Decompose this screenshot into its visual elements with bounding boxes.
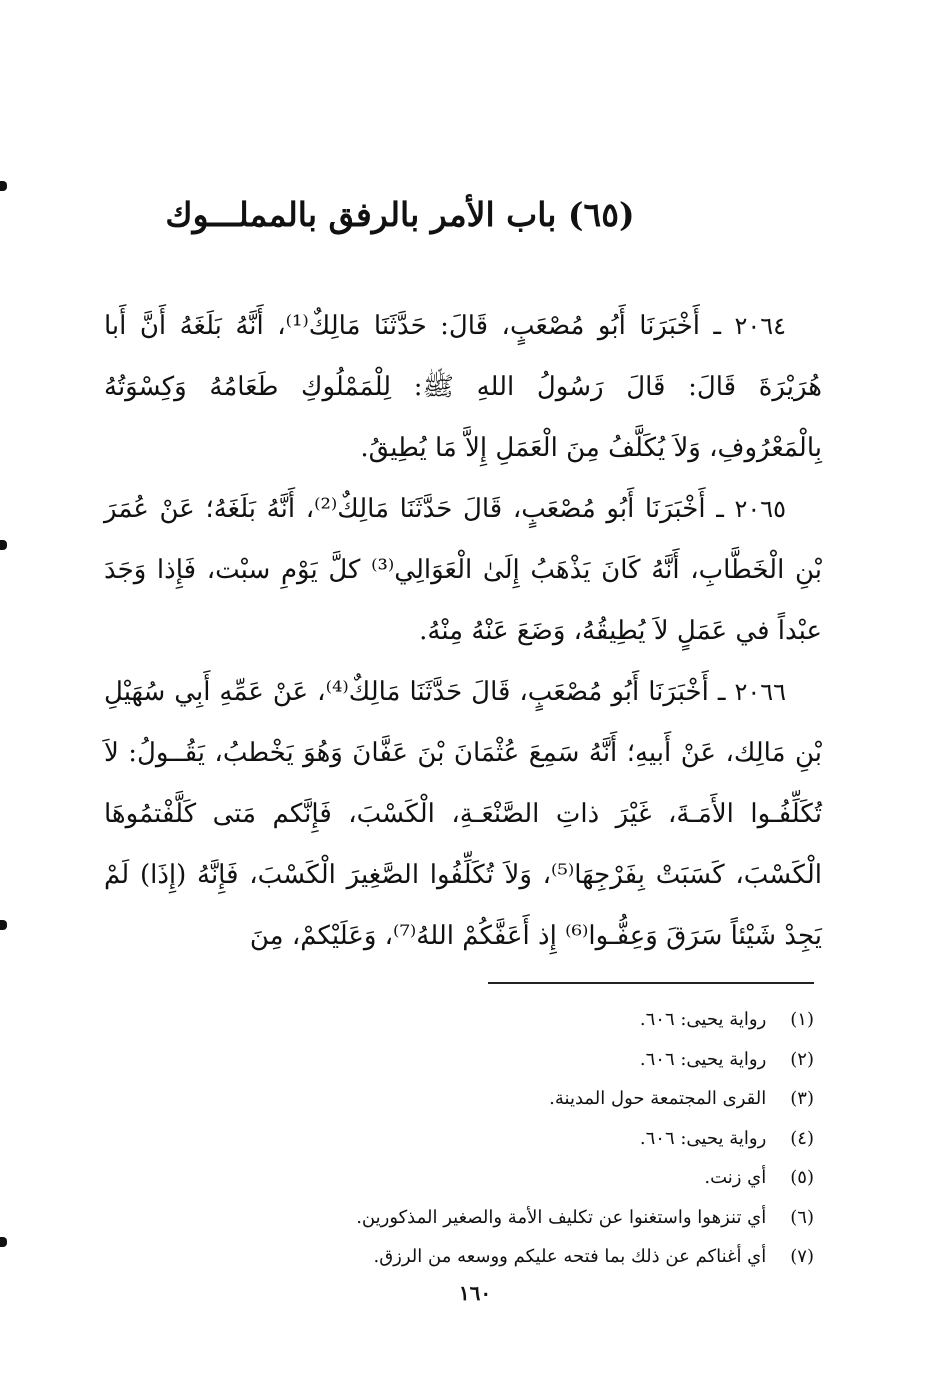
edge-mark xyxy=(0,920,7,930)
footnote-number: (٢) xyxy=(790,1048,814,1070)
footnote xyxy=(200,1237,814,1277)
footnote-number: (٧) xyxy=(790,1246,814,1267)
hadith-body xyxy=(104,296,822,967)
hadith-paragraph xyxy=(104,296,822,479)
footnote-text: القرى المجتمعة حول المدينة. xyxy=(549,1088,767,1109)
footnote xyxy=(200,1000,814,1040)
footnote-number: (٥) xyxy=(790,1167,814,1188)
footnote xyxy=(200,1119,814,1159)
footnote-text: رواية يحيى: ٦٠٦. xyxy=(639,1127,767,1149)
footnote-number: (٤) xyxy=(790,1127,814,1149)
footnote-separator xyxy=(488,982,814,984)
footnote-number: (٣) xyxy=(790,1088,814,1109)
edge-mark xyxy=(0,540,7,550)
footnote xyxy=(200,1040,814,1080)
page-number: ١٦٠ xyxy=(458,1281,492,1305)
edge-mark xyxy=(0,1237,7,1247)
footnote-text: أي زنت. xyxy=(704,1167,767,1188)
footnote xyxy=(200,1198,814,1238)
footnote-number: (١) xyxy=(790,1009,814,1030)
hadith-number: ٢٠٦٤ xyxy=(734,312,786,340)
hadith-text: ـ أَخْبَرَنَا أَبُو مُصْعَبٍ، قَالَ حَدَّثَنَا مَالِكٌ⁽⁴⁾، عَنْ عَمِّهِ أَبِي سُهَيْلِ بْنِ مَالِك، عَنْ أَبيهِ؛ أَنَّهُ سَمِعَ عُثْمَانَ بْنَ عَفَّانَ وَهُوَ يَخْطبُ، يَقُــولُ: لاَ تُكَلِّفُـوا الأَمَـةَ، غَيْرَ ذاتِ الصَّنْعَـةِ، الْكَسْبَ، فَإِنَّكم مَتى كَلَّفْتمُوهَا الْكَسْبَ، كَسَبَتْ بِفَرْجِهَا⁽⁵⁾، وَلاَ تُكَلِّفُوا الصَّغِيرَ الْكَسْبَ، فَإِنَّهُ (إِذَا) لَمْ يَجِدْ شَيْئاً سَرَقَ وَعِفُّـوا⁽⁶⁾ إِذ أَعَفَّكُمْ اللهُ⁽⁷⁾، وَعَلَيْكمْ، مِنَ xyxy=(104,677,822,951)
footnote-text: رواية يحيى: ٦٠٦. xyxy=(639,1048,767,1070)
chapter-title: (٦٥) باب الأمر بالرفق بالمملـــوك xyxy=(165,195,635,234)
edge-mark xyxy=(0,181,7,191)
footnote-number: (٦) xyxy=(790,1206,814,1228)
hadith-paragraph xyxy=(104,662,822,967)
footnote-text: أي أغناكم عن ذلك بما فتحه عليكم ووسعه من الرزق. xyxy=(373,1246,767,1267)
hadith-text: ـ أَخْبَرَنَا أَبُو مُصْعَبٍ، قَالَ حَدَّثَنَا مَالِكٌ⁽²⁾، أَنَّهُ بَلَغَهُ؛ عَنْ عُمَرَ بْنِ الْخَطَّابِ، أَنَّهُ كَانَ يَذْهَبُ إِلَىٰ الْعَوَالِي⁽³⁾ كلَّ يَوْمِ سبْت، فَإِذا وَجَدَ عبْداً في عَمَلٍ لاَ يُطِيقُهُ، وَضَعَ عَنْهُ مِنْهُ. xyxy=(104,494,822,646)
hadith-text: ـ أَخْبَرَنَا أَبُو مُصْعَبٍ، قَالَ: حَدَّثَنَا مَالِكٌ⁽¹⁾، أَنَّهُ بَلَغَهُ أَنَّ أَبا هُرَيْرَةَ قَالَ: قَالَ رَسُولُ اللهِ ﷺ: لِلْمَمْلُوكِ طَعَامُهُ وَكِسْوَتُهُ بِالْمَعْرُوفِ، وَلاَ يُكَلَّفُ مِنَ الْعَمَلِ إِلاَّ مَا يُطِيقُ. xyxy=(104,311,822,463)
footnote-text: أي تنزهوا واستغنوا عن تكليف الأمة والصغير المذكورين. xyxy=(356,1206,767,1228)
hadith-number: ٢٠٦٥ xyxy=(734,495,787,523)
hadith-number: ٢٠٦٦ xyxy=(734,678,787,706)
footnote xyxy=(200,1079,814,1119)
hadith-paragraph xyxy=(104,479,822,662)
footnote-text: رواية يحيى: ٦٠٦. xyxy=(639,1009,767,1030)
footnotes xyxy=(200,1000,814,1277)
footnote xyxy=(200,1158,814,1198)
